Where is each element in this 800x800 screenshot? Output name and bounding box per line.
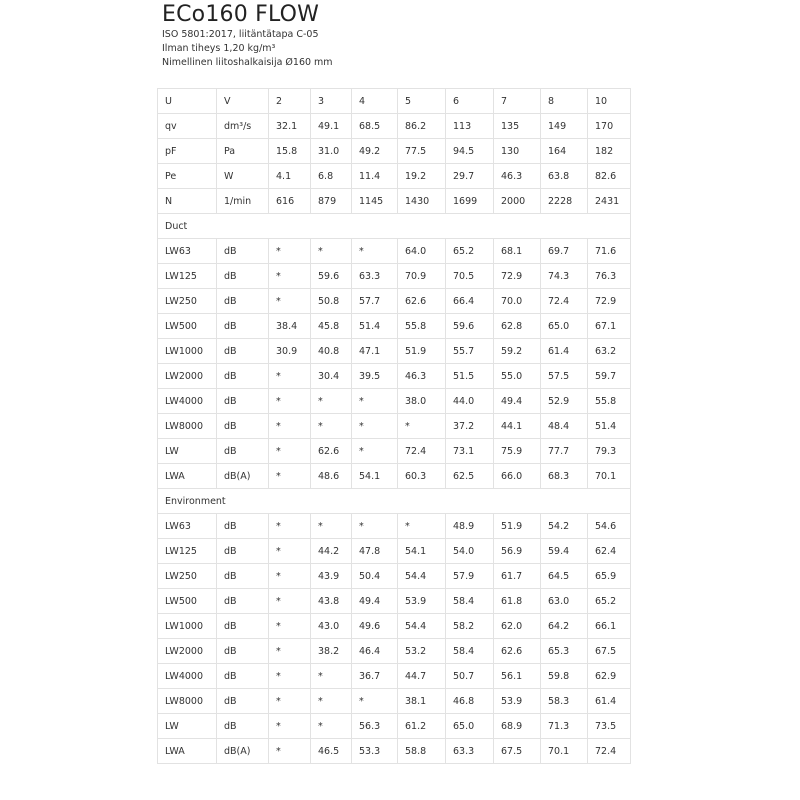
table-cell: 54.0 xyxy=(446,539,494,564)
table-cell: 76.3 xyxy=(588,264,631,289)
table-cell: * xyxy=(311,389,352,414)
table-cell: 62.6 xyxy=(311,439,352,464)
row-unit: dB xyxy=(217,289,269,314)
row-label: LW4000 xyxy=(158,389,217,414)
table-cell: 29.7 xyxy=(446,164,494,189)
table-cell: 59.6 xyxy=(311,264,352,289)
row-label: LW xyxy=(158,714,217,739)
table-cell: 59.8 xyxy=(541,664,588,689)
table-cell: 70.5 xyxy=(446,264,494,289)
table-cell: 86.2 xyxy=(398,114,446,139)
table-cell: 54.6 xyxy=(588,514,631,539)
row-label: LW63 xyxy=(158,239,217,264)
table-cell: 1430 xyxy=(398,189,446,214)
table-cell: 75.9 xyxy=(494,439,541,464)
column-header: 5 xyxy=(398,89,446,114)
row-label: LW2000 xyxy=(158,364,217,389)
table-cell: 82.6 xyxy=(588,164,631,189)
table-row xyxy=(158,164,631,189)
table-cell: * xyxy=(269,464,311,489)
table-cell: 72.9 xyxy=(494,264,541,289)
table-header-row xyxy=(158,89,631,114)
table-cell: 2000 xyxy=(494,189,541,214)
table-cell: 56.1 xyxy=(494,664,541,689)
row-label: LW125 xyxy=(158,539,217,564)
row-unit: dB xyxy=(217,589,269,614)
table-cell: 65.0 xyxy=(446,714,494,739)
table-cell: 46.3 xyxy=(494,164,541,189)
row-unit: dB xyxy=(217,264,269,289)
table-cell: 31.0 xyxy=(311,139,352,164)
table-cell: 49.2 xyxy=(352,139,398,164)
table-cell: 62.6 xyxy=(494,639,541,664)
row-unit: dB xyxy=(217,439,269,464)
table-cell: 135 xyxy=(494,114,541,139)
table-cell: * xyxy=(269,614,311,639)
table-cell: 19.2 xyxy=(398,164,446,189)
section-row xyxy=(158,489,631,514)
table-cell: 63.0 xyxy=(541,589,588,614)
table-cell: * xyxy=(269,439,311,464)
table-cell: 53.2 xyxy=(398,639,446,664)
table-row xyxy=(158,439,631,464)
table-cell: 54.1 xyxy=(352,464,398,489)
row-label: N xyxy=(158,189,217,214)
row-label: LW2000 xyxy=(158,639,217,664)
row-label: Pe xyxy=(158,164,217,189)
table-cell: 44.0 xyxy=(446,389,494,414)
table-cell: 46.3 xyxy=(398,364,446,389)
table-cell: 73.5 xyxy=(588,714,631,739)
table-row xyxy=(158,389,631,414)
table-row xyxy=(158,114,631,139)
table-row xyxy=(158,514,631,539)
table-cell: 62.6 xyxy=(398,289,446,314)
row-label: LW1000 xyxy=(158,339,217,364)
table-cell: 30.9 xyxy=(269,339,311,364)
table-cell: 61.4 xyxy=(588,689,631,714)
row-label: LW250 xyxy=(158,564,217,589)
spec-line-air-density: Ilman tiheys 1,20 kg/m³ xyxy=(162,43,276,54)
table-cell: 74.3 xyxy=(541,264,588,289)
table-cell: 70.1 xyxy=(541,739,588,764)
table-cell: 63.2 xyxy=(588,339,631,364)
table-cell: 61.4 xyxy=(541,339,588,364)
table-cell: 66.0 xyxy=(494,464,541,489)
row-unit: Pa xyxy=(217,139,269,164)
table-row xyxy=(158,314,631,339)
table-row xyxy=(158,564,631,589)
table-cell: 66.4 xyxy=(446,289,494,314)
table-cell: 58.3 xyxy=(541,689,588,714)
table-cell: 77.7 xyxy=(541,439,588,464)
table-cell: * xyxy=(269,564,311,589)
row-label: pF xyxy=(158,139,217,164)
table-cell: * xyxy=(269,389,311,414)
column-header: U xyxy=(158,89,217,114)
table-row xyxy=(158,664,631,689)
table-cell: 59.2 xyxy=(494,339,541,364)
table-cell: 68.1 xyxy=(494,239,541,264)
row-unit: dB xyxy=(217,714,269,739)
row-unit: dB xyxy=(217,414,269,439)
table-cell: 79.3 xyxy=(588,439,631,464)
table-cell: * xyxy=(269,539,311,564)
row-unit: dB xyxy=(217,314,269,339)
table-cell: * xyxy=(269,514,311,539)
table-cell: 1699 xyxy=(446,189,494,214)
spec-line-diameter: Nimellinen liitoshalkaisija Ø160 mm xyxy=(162,57,333,68)
table-row xyxy=(158,289,631,314)
row-unit: dB xyxy=(217,564,269,589)
row-label: LW1000 xyxy=(158,614,217,639)
section-row xyxy=(158,214,631,239)
table-cell: 113 xyxy=(446,114,494,139)
table-row xyxy=(158,639,631,664)
table-cell: 55.8 xyxy=(398,314,446,339)
column-header: 6 xyxy=(446,89,494,114)
table-cell: 38.1 xyxy=(398,689,446,714)
table-cell: 70.1 xyxy=(588,464,631,489)
table-cell: 50.7 xyxy=(446,664,494,689)
table-cell: 50.4 xyxy=(352,564,398,589)
table-cell: 38.2 xyxy=(311,639,352,664)
table-cell: 64.2 xyxy=(541,614,588,639)
column-header: 10 xyxy=(588,89,631,114)
table-cell: 65.2 xyxy=(446,239,494,264)
table-row xyxy=(158,414,631,439)
table-cell: 68.9 xyxy=(494,714,541,739)
row-unit: dB xyxy=(217,539,269,564)
table-cell: * xyxy=(352,439,398,464)
table-cell: 62.9 xyxy=(588,664,631,689)
table-cell: 62.8 xyxy=(494,314,541,339)
table-cell: * xyxy=(311,514,352,539)
table-cell: 38.4 xyxy=(269,314,311,339)
table-cell: 40.8 xyxy=(311,339,352,364)
table-cell: * xyxy=(352,414,398,439)
document-header xyxy=(162,3,333,70)
table-row xyxy=(158,364,631,389)
column-header: 2 xyxy=(269,89,311,114)
table-cell: 59.6 xyxy=(446,314,494,339)
row-label: LWA xyxy=(158,464,217,489)
page-title: ECo160 FLOW xyxy=(162,2,320,27)
table-cell: 70.9 xyxy=(398,264,446,289)
table-cell: 64.0 xyxy=(398,239,446,264)
table-cell: * xyxy=(311,239,352,264)
table-row xyxy=(158,539,631,564)
row-label: LW63 xyxy=(158,514,217,539)
table-cell: 55.8 xyxy=(588,389,631,414)
table-row xyxy=(158,714,631,739)
table-cell: 63.8 xyxy=(541,164,588,189)
table-cell: * xyxy=(352,689,398,714)
table-cell: 45.8 xyxy=(311,314,352,339)
table-row xyxy=(158,339,631,364)
table-cell: 48.9 xyxy=(446,514,494,539)
table-cell: 32.1 xyxy=(269,114,311,139)
table-cell: 30.4 xyxy=(311,364,352,389)
table-cell: * xyxy=(269,639,311,664)
table-cell: 61.8 xyxy=(494,589,541,614)
table-cell: 49.4 xyxy=(352,589,398,614)
table-cell: 94.5 xyxy=(446,139,494,164)
table-cell: 58.8 xyxy=(398,739,446,764)
column-header: 3 xyxy=(311,89,352,114)
row-unit: dB xyxy=(217,239,269,264)
table-cell: 62.0 xyxy=(494,614,541,639)
table-cell: 6.8 xyxy=(311,164,352,189)
row-unit: W xyxy=(217,164,269,189)
table-cell: * xyxy=(269,289,311,314)
table-cell: 51.9 xyxy=(494,514,541,539)
table-cell: * xyxy=(269,664,311,689)
table-cell: 2431 xyxy=(588,189,631,214)
table-cell: * xyxy=(269,739,311,764)
table-cell: 68.3 xyxy=(541,464,588,489)
table-cell: 44.2 xyxy=(311,539,352,564)
table-cell: 53.9 xyxy=(494,689,541,714)
column-header: 7 xyxy=(494,89,541,114)
table-row xyxy=(158,139,631,164)
table-cell: 58.4 xyxy=(446,589,494,614)
row-label: LW250 xyxy=(158,289,217,314)
table-row xyxy=(158,239,631,264)
table-cell: 43.8 xyxy=(311,589,352,614)
table-cell: * xyxy=(352,514,398,539)
row-unit: dB xyxy=(217,664,269,689)
table-cell: 63.3 xyxy=(446,739,494,764)
table-cell: 55.7 xyxy=(446,339,494,364)
table-cell: 57.9 xyxy=(446,564,494,589)
table-cell: * xyxy=(311,414,352,439)
table-cell: 67.5 xyxy=(588,639,631,664)
table-row xyxy=(158,614,631,639)
table-row xyxy=(158,689,631,714)
table-cell: 47.1 xyxy=(352,339,398,364)
table-cell: 61.7 xyxy=(494,564,541,589)
performance-table-body xyxy=(158,89,631,764)
table-cell: 52.9 xyxy=(541,389,588,414)
table-cell: 59.4 xyxy=(541,539,588,564)
table-cell: 50.8 xyxy=(311,289,352,314)
table-row xyxy=(158,264,631,289)
table-cell: 170 xyxy=(588,114,631,139)
table-cell: 55.0 xyxy=(494,364,541,389)
table-cell: 69.7 xyxy=(541,239,588,264)
table-cell: * xyxy=(269,589,311,614)
table-cell: 38.0 xyxy=(398,389,446,414)
table-cell: 44.1 xyxy=(494,414,541,439)
table-cell: 65.3 xyxy=(541,639,588,664)
row-unit: dB xyxy=(217,389,269,414)
column-header: 8 xyxy=(541,89,588,114)
table-cell: 44.7 xyxy=(398,664,446,689)
table-cell: 47.8 xyxy=(352,539,398,564)
table-cell: 164 xyxy=(541,139,588,164)
table-cell: 36.7 xyxy=(352,664,398,689)
row-unit: dB xyxy=(217,639,269,664)
table-cell: * xyxy=(311,689,352,714)
table-cell: 57.7 xyxy=(352,289,398,314)
table-cell: 43.0 xyxy=(311,614,352,639)
table-cell: * xyxy=(269,239,311,264)
table-cell: 616 xyxy=(269,189,311,214)
row-label: LW8000 xyxy=(158,414,217,439)
table-cell: 63.3 xyxy=(352,264,398,289)
table-cell: 39.5 xyxy=(352,364,398,389)
table-cell: 51.9 xyxy=(398,339,446,364)
table-cell: 67.5 xyxy=(494,739,541,764)
table-cell: * xyxy=(398,514,446,539)
table-cell: 53.9 xyxy=(398,589,446,614)
table-cell: * xyxy=(398,414,446,439)
table-cell: 51.4 xyxy=(352,314,398,339)
table-cell: 67.1 xyxy=(588,314,631,339)
table-cell: 57.5 xyxy=(541,364,588,389)
table-cell: 62.4 xyxy=(588,539,631,564)
table-cell: * xyxy=(269,714,311,739)
table-cell: 54.2 xyxy=(541,514,588,539)
table-cell: 70.0 xyxy=(494,289,541,314)
table-cell: 182 xyxy=(588,139,631,164)
table-cell: 72.4 xyxy=(541,289,588,314)
row-label: qv xyxy=(158,114,217,139)
table-cell: 66.1 xyxy=(588,614,631,639)
section-label: Duct xyxy=(158,214,631,239)
table-cell: 72.4 xyxy=(398,439,446,464)
table-cell: 54.1 xyxy=(398,539,446,564)
table-cell: 58.4 xyxy=(446,639,494,664)
table-cell: 60.3 xyxy=(398,464,446,489)
section-label: Environment xyxy=(158,489,631,514)
table-row xyxy=(158,589,631,614)
table-cell: * xyxy=(269,264,311,289)
table-cell: * xyxy=(311,664,352,689)
table-cell: 61.2 xyxy=(398,714,446,739)
table-cell: 53.3 xyxy=(352,739,398,764)
table-cell: 72.4 xyxy=(588,739,631,764)
spec-line-standard: ISO 5801:2017, liitäntätapa C-05 xyxy=(162,29,319,40)
table-cell: * xyxy=(269,414,311,439)
table-cell: 879 xyxy=(311,189,352,214)
table-cell: * xyxy=(352,239,398,264)
row-label: LW125 xyxy=(158,264,217,289)
table-cell: 11.4 xyxy=(352,164,398,189)
table-cell: 49.1 xyxy=(311,114,352,139)
table-cell: 56.9 xyxy=(494,539,541,564)
row-unit: dB xyxy=(217,364,269,389)
table-cell: 54.4 xyxy=(398,614,446,639)
table-cell: 71.3 xyxy=(541,714,588,739)
table-cell: 1145 xyxy=(352,189,398,214)
table-cell: 77.5 xyxy=(398,139,446,164)
table-cell: 64.5 xyxy=(541,564,588,589)
table-cell: 48.6 xyxy=(311,464,352,489)
table-cell: 71.6 xyxy=(588,239,631,264)
row-label: LWA xyxy=(158,739,217,764)
table-cell: 4.1 xyxy=(269,164,311,189)
table-cell: 56.3 xyxy=(352,714,398,739)
table-cell: 68.5 xyxy=(352,114,398,139)
table-cell: 2228 xyxy=(541,189,588,214)
table-cell: 37.2 xyxy=(446,414,494,439)
row-label: LW xyxy=(158,439,217,464)
table-cell: 65.9 xyxy=(588,564,631,589)
row-unit: dm³/s xyxy=(217,114,269,139)
table-cell: 46.5 xyxy=(311,739,352,764)
row-label: LW8000 xyxy=(158,689,217,714)
table-cell: * xyxy=(269,689,311,714)
table-cell: 54.4 xyxy=(398,564,446,589)
table-cell: 51.5 xyxy=(446,364,494,389)
table-cell: 72.9 xyxy=(588,289,631,314)
row-unit: dB(A) xyxy=(217,464,269,489)
row-label: LW4000 xyxy=(158,664,217,689)
performance-table xyxy=(157,88,631,764)
table-cell: 58.2 xyxy=(446,614,494,639)
column-header: V xyxy=(217,89,269,114)
table-cell: 73.1 xyxy=(446,439,494,464)
table-cell: 15.8 xyxy=(269,139,311,164)
table-row xyxy=(158,189,631,214)
column-header: 4 xyxy=(352,89,398,114)
table-cell: 65.0 xyxy=(541,314,588,339)
row-unit: dB xyxy=(217,614,269,639)
table-cell: 59.7 xyxy=(588,364,631,389)
table-cell: * xyxy=(352,389,398,414)
table-cell: 65.2 xyxy=(588,589,631,614)
row-unit: 1/min xyxy=(217,189,269,214)
row-label: LW500 xyxy=(158,589,217,614)
table-cell: 48.4 xyxy=(541,414,588,439)
table-cell: 49.4 xyxy=(494,389,541,414)
table-cell: 43.9 xyxy=(311,564,352,589)
table-cell: 62.5 xyxy=(446,464,494,489)
row-unit: dB xyxy=(217,339,269,364)
table-cell: 51.4 xyxy=(588,414,631,439)
row-unit: dB xyxy=(217,689,269,714)
table-cell: 49.6 xyxy=(352,614,398,639)
table-cell: 46.4 xyxy=(352,639,398,664)
row-unit: dB xyxy=(217,514,269,539)
table-cell: * xyxy=(269,364,311,389)
table-cell: * xyxy=(311,714,352,739)
table-row xyxy=(158,739,631,764)
row-label: LW500 xyxy=(158,314,217,339)
table-cell: 46.8 xyxy=(446,689,494,714)
table-cell: 130 xyxy=(494,139,541,164)
table-cell: 149 xyxy=(541,114,588,139)
table-row xyxy=(158,464,631,489)
row-unit: dB(A) xyxy=(217,739,269,764)
